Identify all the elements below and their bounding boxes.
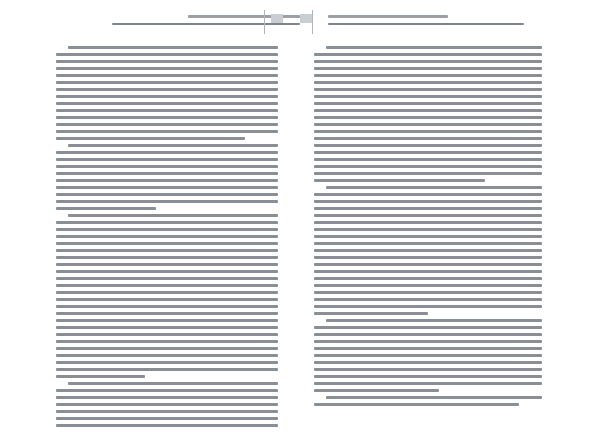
text-line [326,186,542,189]
text-line [314,88,542,91]
text-line [314,207,542,210]
text-line [314,137,542,140]
text-line [56,424,278,427]
text-line [314,242,542,245]
left-page-body [56,46,278,428]
text-line [314,228,542,231]
text-line [314,298,542,301]
text-line [56,116,278,119]
text-line [314,291,542,294]
text-line [314,270,542,273]
paragraph [314,46,542,182]
left-page-number [266,12,284,28]
right-page [300,0,600,440]
text-line [314,263,542,266]
text-line [56,333,278,336]
text-line [314,249,542,252]
text-line [56,172,278,175]
text-line [314,382,542,385]
text-line [326,46,542,49]
text-line [56,277,278,280]
text-line [314,74,542,77]
text-line [56,158,278,161]
text-line [56,368,278,371]
text-line [314,284,542,287]
text-line [56,137,245,140]
text-line [56,347,278,350]
text-line [56,354,278,357]
text-line [314,312,428,315]
right-header-divider [312,10,313,34]
text-line [56,326,278,329]
text-line [56,263,278,266]
text-line [314,179,485,182]
text-line [56,60,278,63]
text-line [56,193,278,196]
text-line [314,144,542,147]
paragraph [314,186,542,315]
text-line [56,88,278,91]
text-line [56,291,278,294]
text-line [56,361,278,364]
text-line [56,179,278,182]
text-line [314,116,542,119]
text-line [56,151,278,154]
text-line [56,403,278,406]
paragraph [314,319,542,392]
text-line [314,214,542,217]
paragraph [56,382,278,427]
text-line [68,144,278,147]
text-line [68,382,278,385]
text-line [314,361,542,364]
text-line [56,305,278,308]
text-line [56,74,278,77]
text-line [314,193,542,196]
right-running-header [314,12,524,34]
text-line [314,368,542,371]
text-line [56,242,278,245]
left-header-divider [264,10,265,34]
text-line [56,109,278,112]
paragraph [56,144,278,210]
text-line [314,60,542,63]
text-line [314,165,542,168]
text-line [56,95,278,98]
text-line [314,95,542,98]
text-line [56,249,278,252]
text-line [56,417,278,420]
text-line [314,235,542,238]
text-line [314,172,542,175]
right-header-title-line [328,23,524,25]
text-line [56,396,278,399]
text-line [326,396,542,399]
text-line [56,165,278,168]
text-line [56,256,278,259]
text-line [56,375,145,378]
text-line [56,207,156,210]
text-line [314,200,542,203]
text-line [56,67,278,70]
paragraph [56,214,278,378]
text-line [56,319,278,322]
text-line [56,298,278,301]
text-line [326,319,542,322]
right-header-author-line [328,15,448,18]
paragraph [56,46,278,140]
text-line [314,340,542,343]
text-line [56,200,278,203]
text-line [56,221,278,224]
text-line [56,410,278,413]
text-line [314,403,519,406]
text-line [56,340,278,343]
text-line [56,102,278,105]
text-line [68,46,278,49]
paragraph [314,396,542,406]
text-line [314,326,542,329]
text-line [314,53,542,56]
text-line [314,277,542,280]
text-line [56,284,278,287]
text-line [314,158,542,161]
text-line [314,389,439,392]
text-line [314,109,542,112]
text-line [56,123,278,126]
text-line [56,235,278,238]
text-line [314,305,542,308]
text-line [56,130,278,133]
text-line [314,256,542,259]
text-line [56,312,278,315]
text-line [314,151,542,154]
text-line [68,214,278,217]
text-line [314,130,542,133]
text-line [56,53,278,56]
right-page-body [314,46,542,428]
text-line [314,333,542,336]
text-line [314,347,542,350]
text-line [56,81,278,84]
text-line [314,67,542,70]
text-line [56,228,278,231]
text-line [56,186,278,189]
right-page-number-mark [300,14,312,23]
text-line [314,81,542,84]
text-line [314,221,542,224]
text-line [314,123,542,126]
text-line [56,389,278,392]
text-line [56,270,278,273]
text-line [314,375,542,378]
text-line [314,102,542,105]
text-line [314,354,542,357]
